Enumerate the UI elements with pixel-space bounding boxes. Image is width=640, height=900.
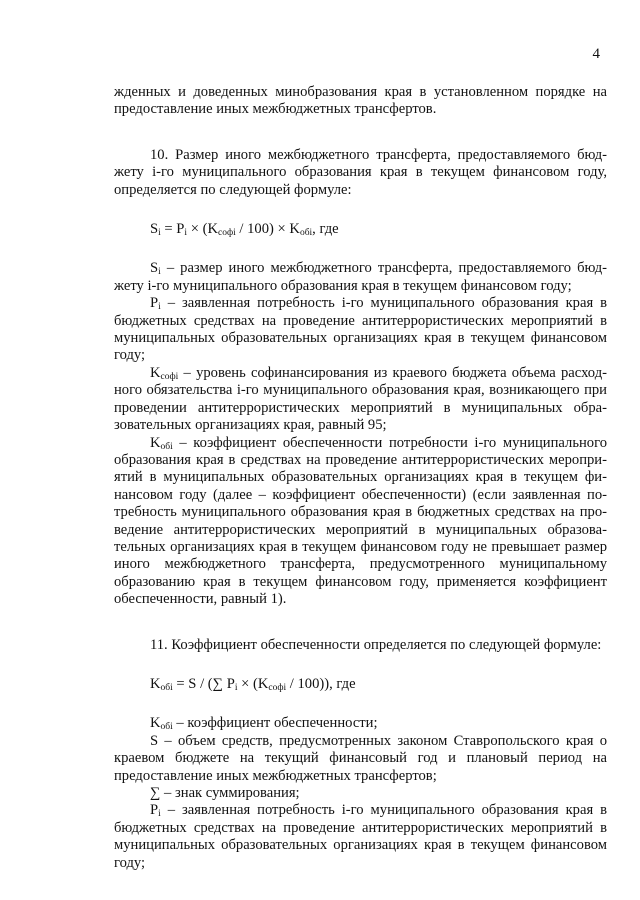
text-segment: P — [150, 802, 159, 819]
text-segment: = P — [160, 221, 185, 238]
text-segment: / 100)), где — [286, 675, 356, 692]
text-segment: S — [150, 260, 159, 277]
paragraph — [114, 435, 607, 609]
formula — [114, 676, 607, 693]
paragraph — [114, 733, 607, 785]
text-segment: – коэффициент обеспеченности; — [172, 715, 378, 732]
text-segment: K — [150, 434, 161, 451]
text-segment: – заявленная потребность i-го муниципального образования края в бюджетных средствах на проведение антитеррористических мероприятий в муниципальных образовательных организациях края в текущем финансовом году; — [114, 802, 607, 871]
subscript: i — [158, 302, 161, 313]
paragraph — [114, 802, 607, 872]
subscript: i — [184, 228, 188, 239]
document-body — [114, 84, 607, 872]
text-segment: × (K — [237, 675, 269, 692]
subscript: i — [158, 267, 161, 278]
text-segment: – коэффициент обеспеченности потребности i-го муниципального образования края в средствах на проведение антитеррористических мероприятий в муниципальных образовательных организациях края в текущем финансовом году (далее – коэффициент обеспеченности) (если заявленная потребность муниципального образования края в бюджетных средствах на проведение антитеррористических мероприятий в муниципальных образовательных организациях края в текущем финансовом году не превышает размер иного межбюджетного трансферта, предусмотренного муниципальному образованию края в текущем финансовом году, применяется коэффициент обеспеченности, равный 1). — [114, 434, 607, 608]
text-segment: K — [150, 675, 161, 692]
text-segment: 10. Размер иного межбюджетного трансферта, предоставляемого бюджету i-го муниципального образования края в текущем финансовом году, определяется по следующей формуле: — [114, 146, 607, 198]
page-number: 4 — [592, 46, 600, 62]
text-segment: K — [150, 715, 161, 732]
text-segment: = S / (∑ P — [172, 675, 235, 692]
subscript: обi — [160, 441, 173, 452]
formula — [114, 221, 607, 238]
text-segment: S – объем средств, предусмотренных законом Ставропольского края о краевом бюджете на текущий финансовый год и плановый период на предоставление иных межбюджетных трансфертов; — [114, 732, 607, 784]
subscript: i — [158, 809, 161, 820]
paragraph — [114, 84, 607, 119]
paragraph — [114, 147, 607, 199]
paragraph — [114, 715, 607, 732]
text-segment: / 100) × K — [235, 221, 300, 238]
subscript: обi — [160, 682, 173, 693]
text-segment: S — [150, 221, 159, 238]
subscript: софi — [268, 682, 287, 693]
text-segment: K — [150, 364, 161, 381]
subscript: обi — [299, 228, 313, 239]
subscript: софi — [160, 371, 179, 382]
text-segment: жденных и доведенных минобразования края в установленном порядке на предоставление иных межбюджетных трансфертов. — [114, 84, 607, 118]
text-segment: , где — [312, 221, 339, 238]
paragraph — [114, 365, 607, 435]
paragraph — [114, 785, 607, 802]
paragraph — [114, 295, 607, 365]
paragraph — [114, 637, 607, 654]
text-segment: P — [150, 295, 159, 312]
text-segment: × (K — [187, 221, 218, 238]
subscript: i — [234, 682, 238, 693]
text-segment: ∑ – знак суммирования; — [150, 785, 300, 801]
text-segment: 11. Коэффициент обеспеченности определяется по следующей формуле: — [150, 636, 602, 653]
text-segment: – уровень софинансирования из краевого бюджета объема расходного обязательства i-го муниципального образования края, возникающего при проведении антитеррористических мероприятий в муниципальных образовательных организациях края, равный 95; — [114, 364, 607, 434]
paragraph — [114, 260, 607, 295]
subscript: софi — [218, 228, 236, 239]
subscript: i — [158, 228, 161, 239]
text-segment: – заявленная потребность i-го муниципального образования края в бюджетных средствах на проведение антитеррористических мероприятий в муниципальных образовательных организациях края в текущем финансовом году; — [114, 295, 607, 364]
subscript: обi — [160, 722, 173, 733]
text-segment: – размер иного межбюджетного трансферта, предоставляемого бюджету i-го муниципального образования края в текущем финансовом году; — [114, 260, 607, 294]
